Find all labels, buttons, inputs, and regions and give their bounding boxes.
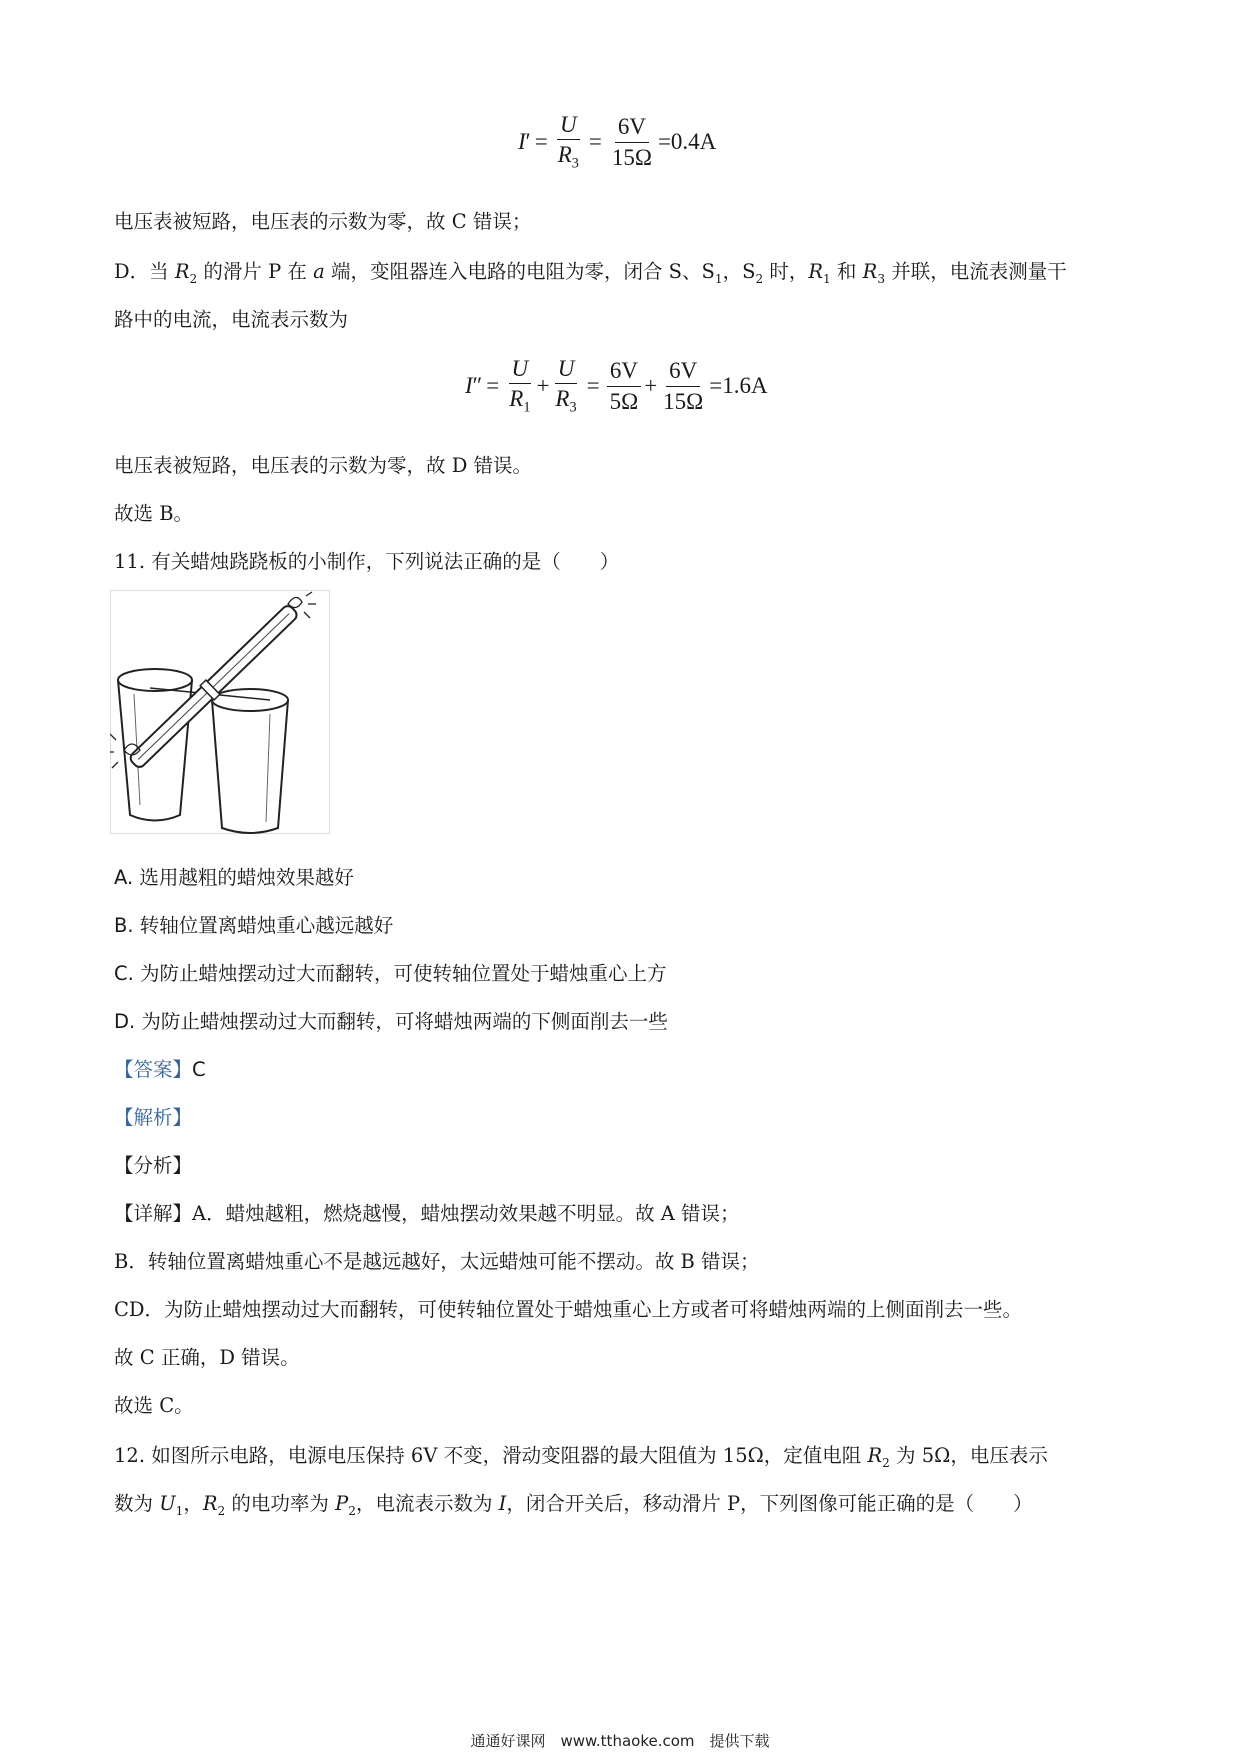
text: 数为 [114,1492,160,1515]
equation-current-i-double-prime [465,356,768,417]
var: R [862,260,878,283]
option-a: A. 选用越粗的蜡烛效果越好 [114,866,354,889]
sub: 2 [755,271,764,286]
var: R [202,1492,218,1515]
text: 端，变阻器连入电路的电阻为零，闭合 S、S [324,260,715,283]
text: 并联，电流表测量干 [885,260,1067,283]
denominator [552,384,579,416]
text: D．当 [114,260,175,283]
option-d: D. 为防止蜡烛摆动过大而翻转，可将蜡烛两端的下侧面削去一些 [114,1010,668,1033]
paragraph: 电压表被短路，电压表的示数为零，故 D 错误。 [114,454,533,477]
eq-operator: = [534,129,548,155]
paragraph: 路中的电流，电流表示数为 [114,308,349,331]
var: R [867,1444,883,1467]
eq-prime: ″ [472,373,483,399]
denominator: 15Ω [663,388,704,414]
text: 的电功率为 [225,1492,336,1515]
text: ， [183,1492,203,1515]
sub: 2 [217,1503,226,1518]
var: R [174,260,190,283]
eq-operator: + [644,373,658,399]
sub: 2 [882,1455,890,1470]
den-var: R [557,142,572,168]
eq-result: =1.6A [709,373,768,399]
text: ，闭合开关后，移动滑片 P，下列图像可能正确的是（ ） [506,1492,1033,1515]
numerator: 6V [615,114,649,142]
fraction [555,112,582,173]
den-var: R [509,386,524,412]
detail-line: CD．为防止蜡烛摆动过大而翻转，可使转轴位置处于蜡烛重心上方或者可将蜡烛两端的上侧面削去一些。 [114,1298,1023,1321]
fraction [609,114,655,170]
eq-result: =0.4A [657,129,717,155]
option-b: B. 转轴位置离蜡烛重心越远越好 [114,914,394,937]
question-12-line1 [114,1440,1048,1470]
fraction [552,356,579,417]
text: 时， [763,260,809,283]
eq-operator: = [588,129,602,155]
fraction [506,356,533,417]
question-12-line2 [114,1488,1033,1518]
detail-line: 故选 C。 [114,1394,194,1417]
answer-value: C [192,1058,206,1081]
numerator: U [555,356,578,384]
detail-line: 【详解】A．蜡烛越粗，燃烧越慢，蜡烛摆动效果越不明显。故 A 错误； [114,1202,740,1225]
text: 的滑片 P 在 [197,260,314,283]
analysis-label: 【解析】 [114,1106,193,1129]
paragraph: 电压表被短路，电压表的示数为零，故 C 错误； [114,210,532,233]
var: U [159,1492,176,1515]
eq-operator: = [486,373,500,399]
den-var: R [555,386,570,412]
eq-prime: ′ [525,129,531,155]
fraction [660,358,706,414]
fenxi-label: 【分析】 [114,1154,193,1177]
text: 和 [830,260,863,283]
fraction [607,358,642,414]
var: I [498,1492,507,1515]
denominator: 15Ω [611,144,652,170]
den-sub: 1 [523,399,531,416]
numerator: 6V [666,358,700,386]
eq-operator: + [536,373,550,399]
option-c: C. 为防止蜡烛摆动过大而翻转，可使转轴位置处于蜡烛重心上方 [114,962,667,985]
eq-operator: = [586,373,600,399]
eq-symbol: I [465,373,473,399]
question-11-stem: 11. 有关蜡烛跷跷板的小制作，下列说法正确的是（ ） [114,550,620,573]
numerator: U [509,356,532,384]
sub: 3 [877,271,885,286]
answer-label: 【答案】 [114,1058,193,1081]
text: 12. 如图所示电路，电源电压保持 6V 不变，滑动变阻器的最大阻值为 15Ω，定值电阻 [114,1444,868,1467]
den-sub: 3 [571,155,579,172]
eq-symbol: I [518,129,526,155]
footer: 通通好课网 www.tthaoke.com 提供下载 [470,1732,770,1750]
candle-seesaw-figure [110,590,330,834]
text: ，S [722,260,756,283]
var: P [335,1492,349,1515]
detail-line: B．转轴位置离蜡烛重心不是越远越好，太远蜡烛可能不摆动。故 B 错误； [114,1250,760,1273]
sub: 2 [348,1503,356,1518]
answer-line [114,1054,206,1082]
paragraph: 故选 B。 [114,502,194,525]
paragraph-d [114,256,1067,286]
numerator: U [557,112,580,140]
sub: 1 [714,271,723,286]
sub: 2 [189,271,198,286]
text: 为 5Ω，电压表示 [889,1444,1048,1467]
den-sub: 3 [569,399,577,416]
denominator [555,140,582,172]
numerator: 6V [607,358,641,386]
denominator: 5Ω [609,388,639,414]
var: a [313,260,325,283]
equation-current-i-prime [518,112,716,173]
text: ，电流表示数为 [355,1492,499,1515]
var: R [808,260,824,283]
sub: 1 [823,271,831,286]
sub: 1 [175,1503,184,1518]
denominator [506,384,533,416]
detail-line: 故 C 正确，D 错误。 [114,1346,300,1369]
